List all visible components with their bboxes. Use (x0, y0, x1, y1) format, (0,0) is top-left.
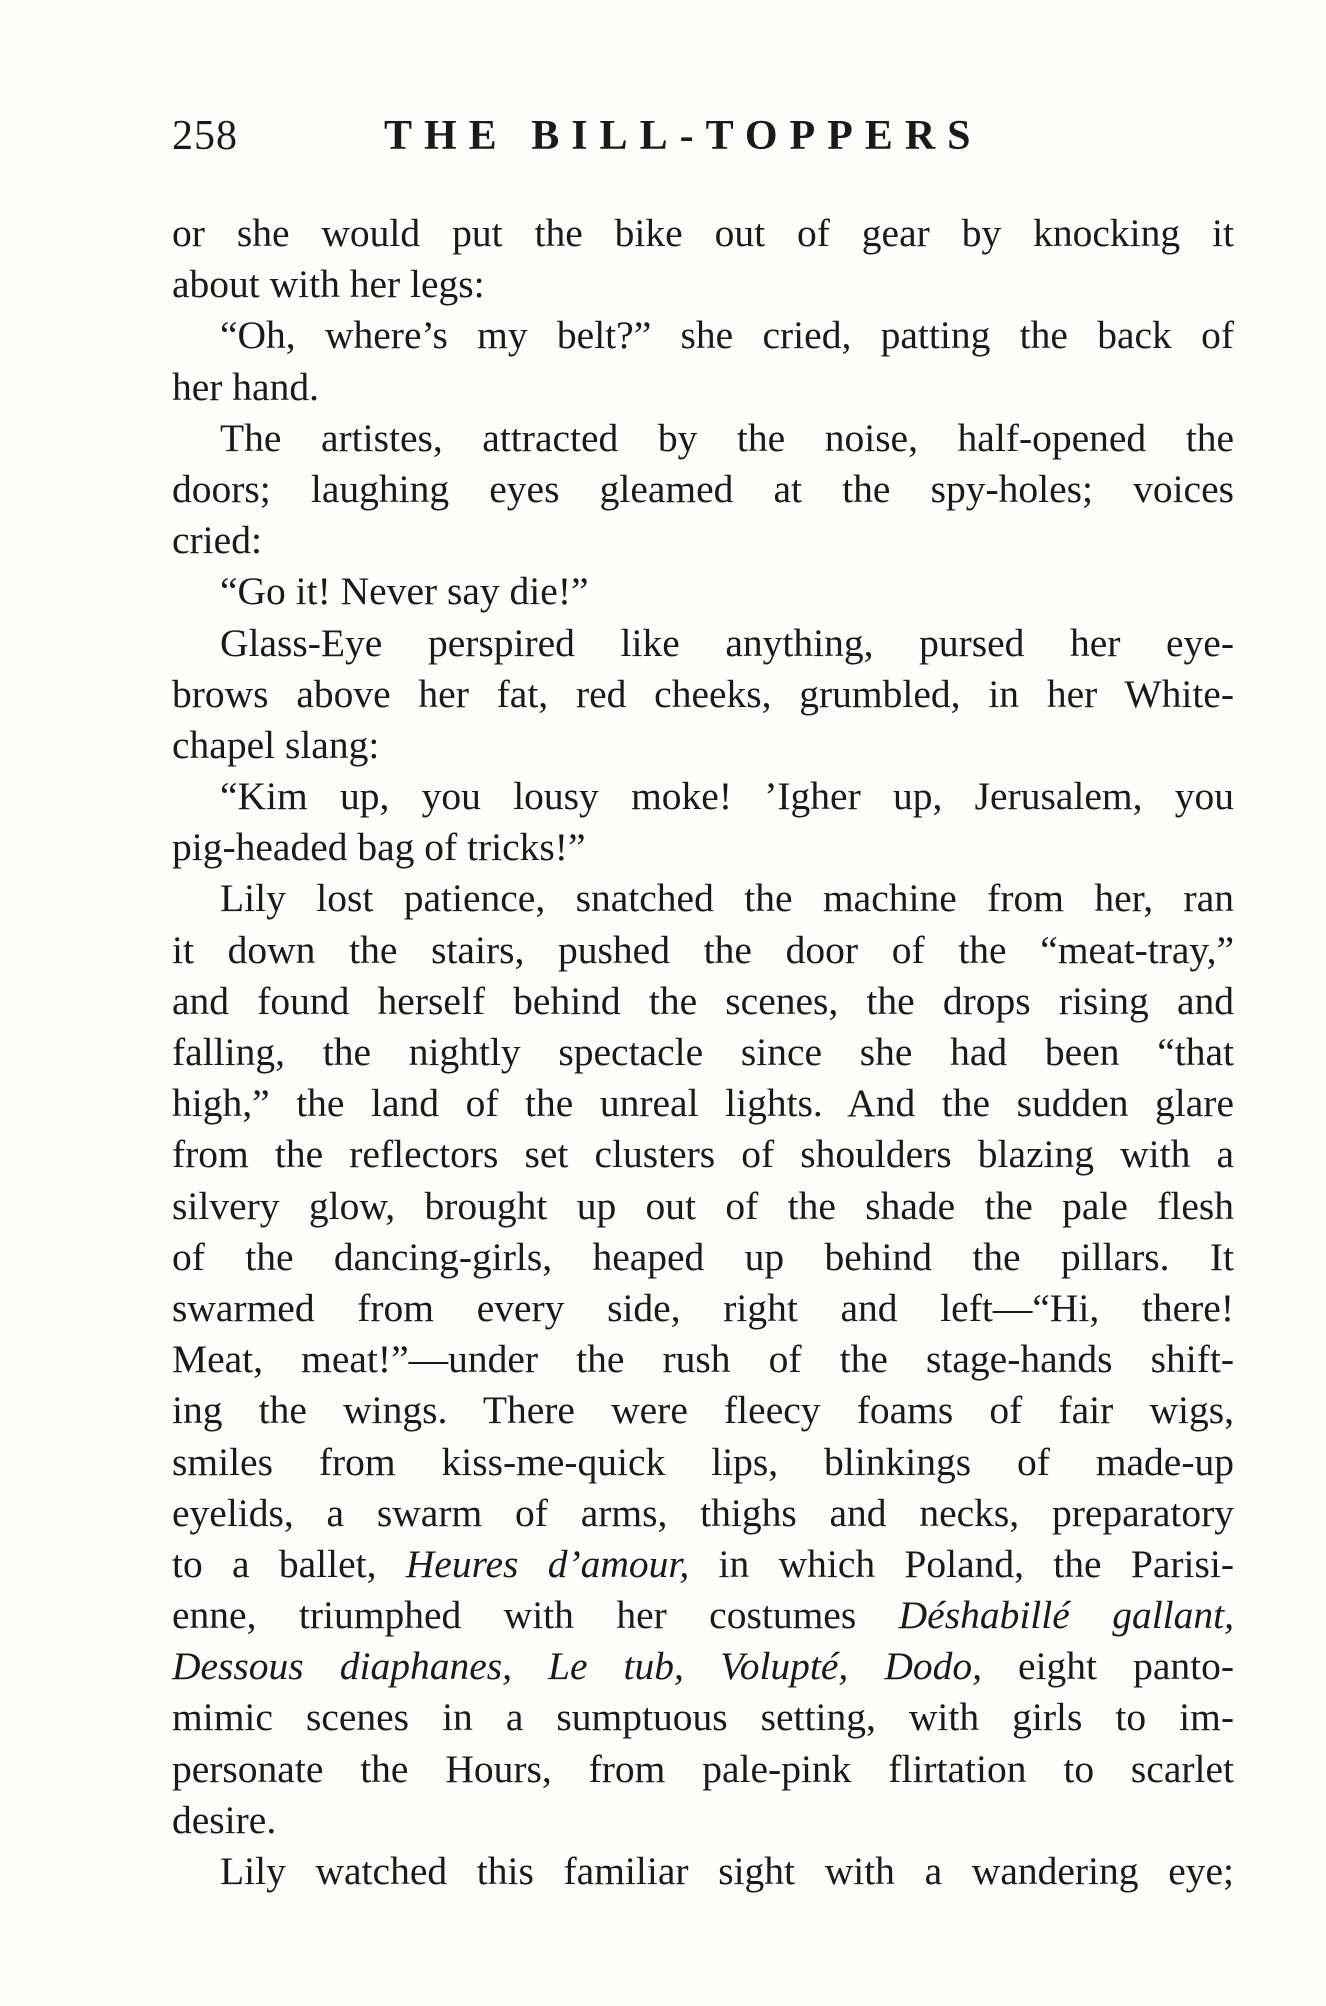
text-line: of the dancing-girls, heaped up behind the pillars. It (172, 1234, 1234, 1279)
text-line: and found herself behind the scenes, the drops rising and (172, 978, 1234, 1023)
text-line: smiles from kiss-me-quick lips, blinkings of made-up (172, 1439, 1234, 1484)
text-line: The artistes, attracted by the noise, half-opened the (220, 415, 1234, 460)
italic-title: Heures d’amour, (405, 1541, 690, 1586)
text-line: eyelids, a swarm of arms, thighs and necks, preparatory (172, 1490, 1234, 1535)
text-line: doors; laughing eyes gleamed at the spy-holes; voices (172, 466, 1234, 511)
text-line: “Go it! Never say die!” (220, 569, 589, 614)
text-line (172, 1590, 1234, 1641)
text-line: her hand. (172, 364, 319, 409)
text-line: high,” the land of the unreal lights. And the sudden glare (172, 1081, 1234, 1126)
italic-title: Déshabillé gallant, (898, 1593, 1235, 1638)
page-number: 258 (172, 113, 238, 159)
text-line: Meat, meat!”—under the rush of the stage-hands shift- (172, 1337, 1234, 1382)
text-line: mimic scenes in a sumptuous setting, with girls to im- (172, 1695, 1234, 1740)
text-line: desire. (172, 1797, 277, 1842)
text-line: swarmed from every side, right and left—“Hi, there! (172, 1285, 1234, 1330)
text-line: cried: (172, 518, 262, 563)
running-head (172, 112, 1234, 172)
text-line: chapel slang: (172, 722, 380, 767)
text-line (172, 1539, 1234, 1590)
body-text (172, 208, 1234, 1897)
text-line: silvery glow, brought up out of the shade the pale flesh (172, 1183, 1234, 1228)
text-line: personate the Hours, from pale-pink flirtation to scarlet (172, 1746, 1234, 1791)
text-run: to a ballet, (172, 1541, 406, 1586)
text-line: brows above her fat, red cheeks, grumbled, in her White- (172, 671, 1234, 716)
text-line: about with her legs: (172, 262, 485, 307)
text-line: Lily lost patience, snatched the machine from her, ran (220, 876, 1234, 921)
text-line: it down the stairs, pushed the door of the “meat-tray,” (172, 927, 1234, 972)
text-run: in which Poland, the Parisi- (689, 1541, 1234, 1586)
text-line: pig-headed bag of tricks!” (172, 825, 586, 870)
running-title: THE BILL-TOPPERS (384, 113, 983, 159)
text-line: falling, the nightly spectacle since she had been “that (172, 1030, 1234, 1074)
text-line: “Kim up, you lousy moke! ’Igher up, Jerusalem, you (220, 774, 1234, 819)
text-run: enne, triumphed with her costumes (172, 1593, 899, 1638)
text-line: or she would put the bike out of gear by knocking it (172, 211, 1234, 255)
text-line: from the reflectors set clusters of shoulders blazing with a (172, 1132, 1234, 1177)
text-run: eight panto- (982, 1644, 1234, 1689)
italic-title: Dessous diaphanes, Le tub, Volupté, Dodo, (172, 1644, 982, 1689)
text-line: ing the wings. There were fleecy foams of fair wigs, (172, 1388, 1234, 1433)
text-line (172, 1641, 1234, 1692)
text-line: Glass-Eye perspired like anything, pursed her eye- (220, 620, 1234, 665)
text-line: “Oh, where’s my belt?” she cried, patting the back of (220, 313, 1234, 358)
text-line: Lily watched this familiar sight with a wandering eye; (220, 1849, 1234, 1893)
